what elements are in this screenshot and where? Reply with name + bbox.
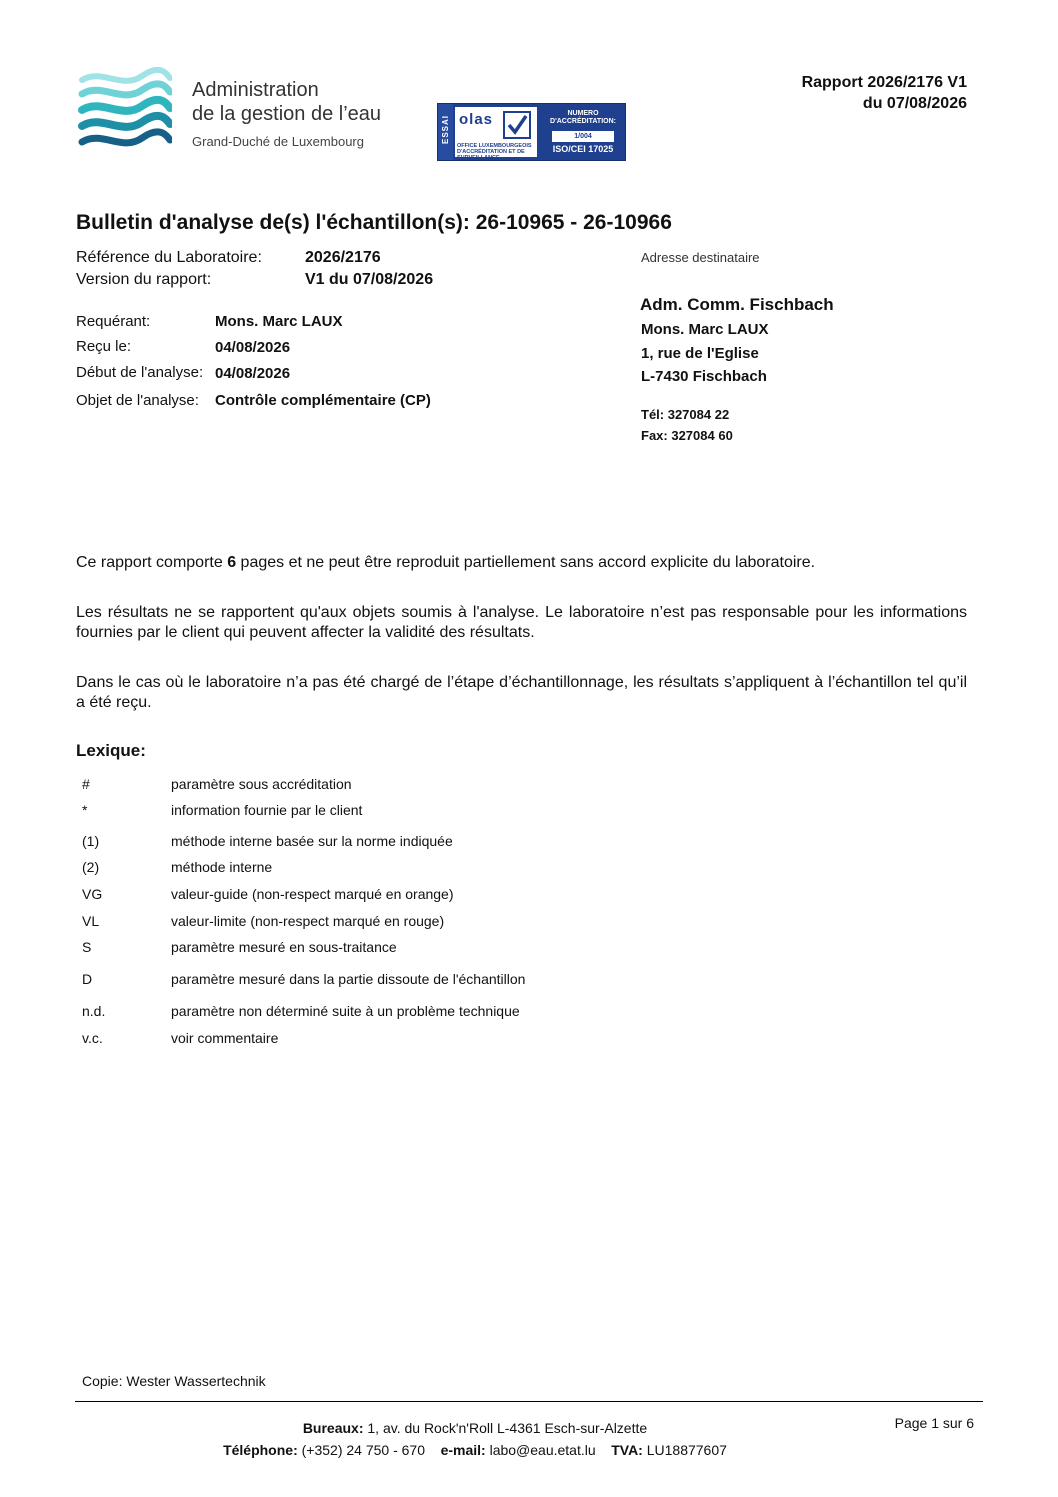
address-line1: Mons. Marc LAUX <box>641 321 769 338</box>
footer-email-value: labo@eau.etat.lu <box>485 1442 596 1458</box>
footer-tel-label: Téléphone: <box>223 1442 298 1458</box>
lexique-desc: paramètre mesuré dans la partie dissoute de l'échantillon <box>171 971 526 987</box>
lexique-code: VG <box>82 886 103 902</box>
page-title: Bulletin d'analyse de(s) l'échantillon(s): 26-10965 - 26-10966 <box>76 211 672 234</box>
footer-tva-value: LU18877607 <box>642 1442 727 1458</box>
debut-value: 04/08/2026 <box>215 365 291 382</box>
debut-label: Début de l'analyse: <box>76 364 204 381</box>
org-name-line1: Administration <box>192 79 319 101</box>
report-date: du 07/08/2026 <box>862 95 967 112</box>
recu-value: 04/08/2026 <box>215 339 291 356</box>
lexique-desc: paramètre sous accréditation <box>171 776 352 792</box>
requerant-label: Requérant: <box>76 313 151 330</box>
address-fax: Fax: 327084 60 <box>641 428 733 443</box>
lexique-desc: méthode interne basée sur la norme indiquée <box>171 833 453 849</box>
lexique-code: (2) <box>82 859 100 875</box>
address-name: Adm. Comm. Fischbach <box>640 295 834 314</box>
accreditation-number: 1/004 <box>552 131 614 142</box>
accreditation-standard: ISO/CEI 17025 <box>552 144 614 154</box>
objet-value: Contrôle complémentaire (CP) <box>215 392 431 409</box>
lexique-desc: paramètre mesuré en sous-traitance <box>171 939 397 955</box>
olas-office: OFFICE LUXEMBOURGEOIS D'ACCRÉDITATION ET DE SURVEILLANCE <box>457 143 532 161</box>
olas-brand: olas <box>459 111 494 128</box>
accreditation-side-label: ESSAI <box>441 114 450 144</box>
page-count: 6 <box>227 554 237 571</box>
lexique-code: VL <box>82 913 100 929</box>
footer-tva-label: TVA: <box>611 1442 643 1458</box>
footer-email-label: e-mail: <box>440 1442 486 1458</box>
footer-tel-value: (+352) 24 750 - 670 <box>297 1442 425 1458</box>
footer-divider <box>75 1401 983 1402</box>
lexique-code: * <box>82 802 88 818</box>
footer-contact <box>0 1442 950 1458</box>
report-reference <box>802 72 967 114</box>
accreditation-badge <box>437 103 626 161</box>
paragraph-sampling: Dans le cas où le laboratoire n’a pas été chargé de l’étape d’échantillonnage, les résultats s’appliquent à l’échantillon tel qu’il a été reçu. <box>76 674 967 711</box>
lexique-desc: information fournie par le client <box>171 802 363 818</box>
lexique-desc: paramètre non déterminé suite à un problème technique <box>171 1003 520 1019</box>
page-number: Page 1 sur 6 <box>894 1415 974 1431</box>
waves-logo-icon <box>78 66 172 160</box>
paragraph-pages <box>76 553 967 573</box>
lexique-desc: voir commentaire <box>171 1030 279 1046</box>
lexique-code: (1) <box>82 833 100 849</box>
address-tel: Tél: 327084 22 <box>641 407 730 422</box>
lexique-code: v.c. <box>82 1030 103 1046</box>
lexique-code: n.d. <box>82 1003 106 1019</box>
org-country: Grand-Duché de Luxembourg <box>192 134 364 149</box>
version-label: Version du rapport: <box>76 271 212 288</box>
copy-recipient: Copie: Wester Wassertechnik <box>82 1373 266 1389</box>
ref-label: Référence du Laboratoire: <box>76 249 262 266</box>
paragraph-pages-start: Ce rapport comporte <box>76 554 228 571</box>
olas-logo <box>455 107 537 161</box>
address-label: Adresse destinataire <box>641 250 760 265</box>
check-icon <box>503 111 531 139</box>
version-value: V1 du 07/08/2026 <box>305 271 434 288</box>
lexique-code: D <box>82 971 93 987</box>
footer-bureaux-value: 1, av. du Rock'n'Roll L-4361 Esch-sur-Alzette <box>363 1420 648 1436</box>
objet-label: Objet de l'analyse: <box>76 392 199 409</box>
footer-address <box>0 1420 950 1436</box>
accreditation-side-strip <box>438 104 453 160</box>
org-logo <box>78 64 400 162</box>
lexique-desc: valeur-limite (non-respect marqué en rouge) <box>171 913 445 929</box>
address-line3: L-7430 Fischbach <box>641 368 767 385</box>
requerant-value: Mons. Marc LAUX <box>215 313 343 330</box>
address-line2: 1, rue de l'Eglise <box>641 345 759 362</box>
footer-bureaux-label: Bureaux: <box>302 1420 364 1436</box>
lexique-desc: valeur-guide (non-respect marqué en orange) <box>171 886 454 902</box>
paragraph-pages-end: pages et ne peut être reproduit partiellement sans accord explicite du laboratoire. <box>236 554 816 571</box>
lexique-code: S <box>82 939 92 955</box>
org-name-line2: de la gestion de l’eau <box>192 103 382 125</box>
accreditation-number-label: NUMERO D'ACCRÉDITATION: <box>550 110 616 125</box>
paragraph-results: Les résultats ne se rapportent qu'aux objets soumis à l'analyse. Le laboratoire n’est pas responsable pour les informations fournies par le client qui peuvent affecter la validité des résultats. <box>76 604 967 641</box>
recu-label: Reçu le: <box>76 338 132 355</box>
lexique-desc: méthode interne <box>171 859 273 875</box>
ref-value: 2026/2176 <box>305 249 381 266</box>
lexique-title: Lexique: <box>76 741 146 760</box>
lexique-code: # <box>82 776 90 792</box>
report-number: Rapport 2026/2176 V1 <box>801 74 967 91</box>
